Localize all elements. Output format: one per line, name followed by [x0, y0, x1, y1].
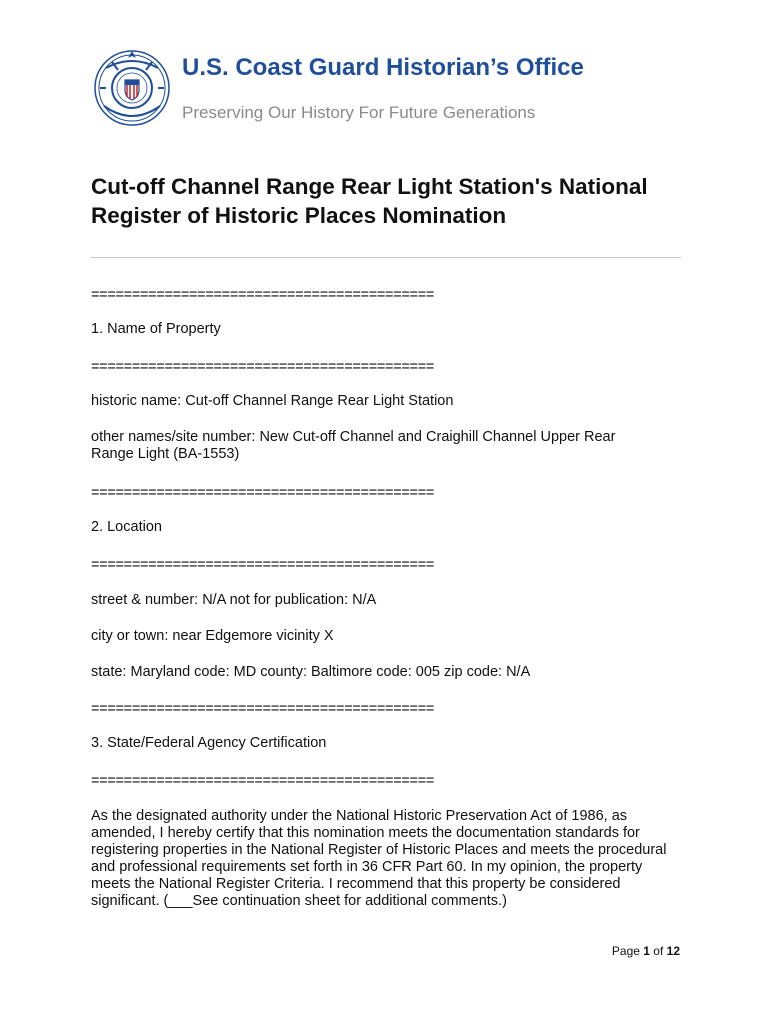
- page-current: 1: [643, 944, 650, 958]
- page-number: [612, 944, 680, 958]
- document-title: Cut-off Channel Range Rear Light Station's National Register of Historic Places Nomination: [91, 174, 648, 228]
- certification-paragraph: As the designated authority under the National Historic Preservation Act of 1986, as amended, I hereby certify that this nomination meets the documentation standards for registering properties in the National Register of Historic Places and meets the procedural and professional requirements set forth in 36 CFR Part 60. In my opinion, the property meets the National Register Criteria. I recommend that this property be considered significant. (___See continuation sheet for additional comments.): [91, 808, 667, 909]
- org-tagline: Preserving Our History For Future Generations: [182, 103, 536, 122]
- section-heading-name-of-property: 1. Name of Property: [91, 321, 221, 337]
- separator: ==========================================: [91, 287, 435, 303]
- coast-guard-seal-icon: [92, 48, 172, 128]
- street-field: street & number: N/A not for publication: N/A: [91, 592, 377, 608]
- city-field: city or town: near Edgemore vicinity X: [91, 628, 334, 644]
- page-prefix: Page: [611, 944, 644, 958]
- letterhead: [92, 48, 692, 138]
- page-total: 12: [666, 944, 680, 958]
- section-heading-certification: 3. State/Federal Agency Certification: [91, 735, 327, 751]
- historic-name-field: historic name: Cut-off Channel Range Rear Light Station: [91, 393, 454, 409]
- title-divider: [91, 257, 681, 258]
- separator: ==========================================: [91, 557, 435, 573]
- page-of: of: [649, 944, 667, 958]
- other-names-field: other names/site number: New Cut-off Channel and Craighill Channel Upper Rear Range Light (BA-1553): [91, 429, 616, 462]
- org-title: U.S. Coast Guard Historian’s Office: [182, 54, 584, 81]
- section-heading-location: 2. Location: [91, 519, 162, 535]
- separator: ==========================================: [91, 485, 435, 501]
- separator: ==========================================: [91, 701, 435, 717]
- state-field: state: Maryland code: MD county: Baltimore code: 005 zip code: N/A: [91, 664, 531, 680]
- separator: ==========================================: [91, 359, 435, 375]
- separator: ==========================================: [91, 773, 435, 789]
